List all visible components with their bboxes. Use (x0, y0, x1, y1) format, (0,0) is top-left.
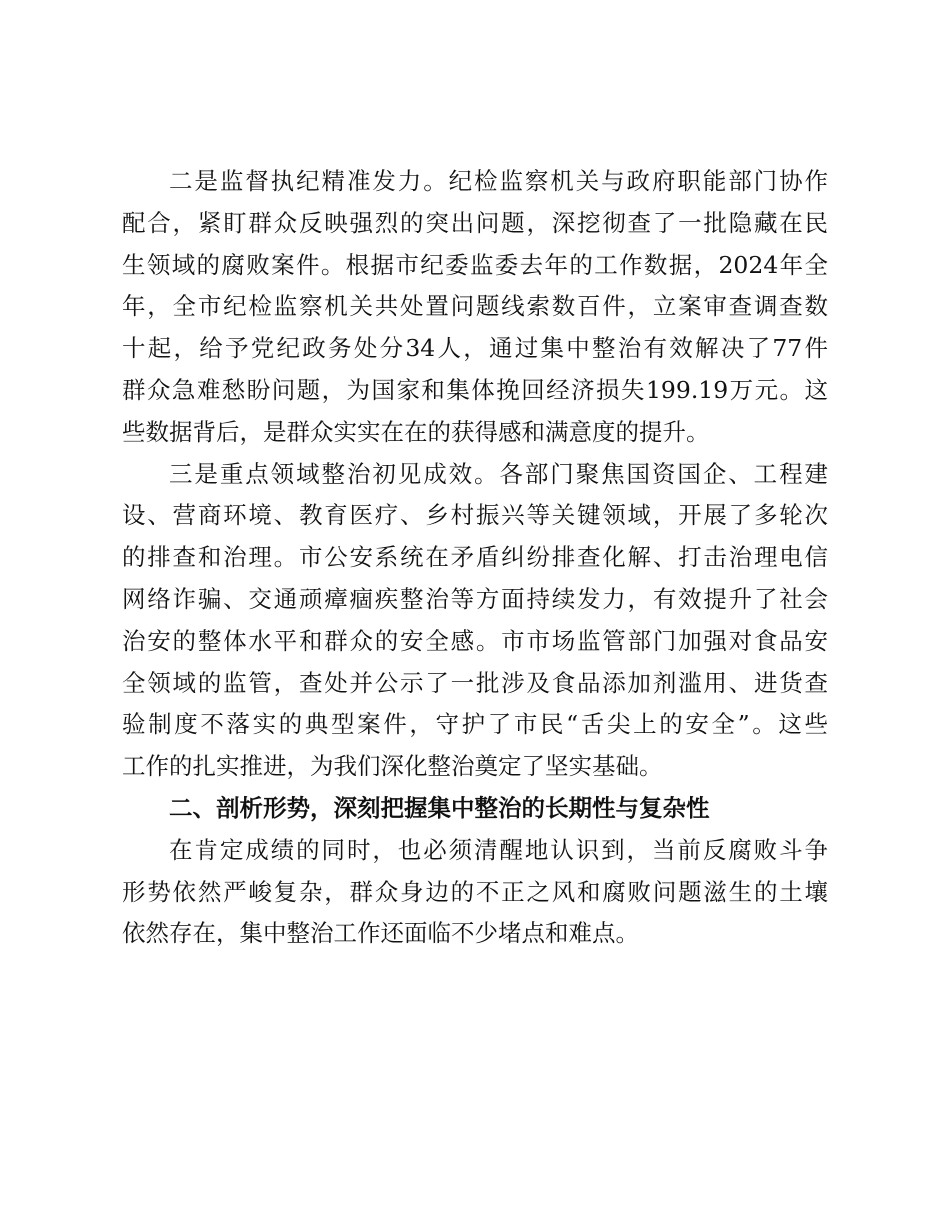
text-line: 网络诈骗、交通顽瘴痼疾整治等方面持续发力，有效提升了社会 (122, 584, 828, 613)
paragraph (122, 830, 828, 955)
text-line: 二、剖析形势，深刻把握集中整治的长期性与复杂性 (169, 793, 710, 822)
text-line: 生领域的腐败案件。根据市纪委监委去年的工作数据，2024年全 (122, 250, 828, 279)
text-line: 形势依然严峻复杂，群众身边的不正之风和腐败问题滋生的土壤 (122, 877, 828, 906)
text-line: 三是重点领域整治初见成效。各部门聚焦国资国企、工程建 (169, 459, 828, 488)
text-line: 群众急难愁盼问题，为国家和集体挽回经济损失199.19万元。这 (122, 375, 828, 404)
text-line: 工作的扎实推进，为我们深化整治奠定了坚实基础。 (122, 752, 663, 781)
text-line: 十起，给予党纪政务处分34人，通过集中整治有效解决了77件 (122, 334, 828, 363)
paragraph (122, 454, 828, 788)
text-line: 验制度不落实的典型案件，守护了市民“舌尖上的安全”。这些 (122, 710, 828, 739)
text-line: 设、营商环境、教育医疗、乡村振兴等关键领域，开展了多轮次 (122, 501, 828, 530)
section-heading (122, 788, 828, 830)
text-line: 年，全市纪检监察机关共处置问题线索数百件，立案审查调查数 (122, 292, 828, 321)
text-line: 些数据背后，是群众实实在在的获得感和满意度的提升。 (122, 417, 710, 446)
text-line: 治安的整体水平和群众的安全感。市市场监管部门加强对食品安 (122, 626, 828, 655)
text-line: 在肯定成绩的同时，也必须清醒地认识到，当前反腐败斗争 (169, 835, 828, 864)
paragraph (122, 161, 828, 454)
text-line: 配合，紧盯群众反映强烈的突出问题，深挖彻查了一批隐藏在民 (122, 208, 828, 237)
text-line: 依然存在，集中整治工作还面临不少堵点和难点。 (122, 919, 639, 948)
text-line: 二是监督执纪精准发力。纪检监察机关与政府职能部门协作 (169, 167, 828, 195)
text-line: 全领域的监管，查处并公示了一批涉及食品添加剂滥用、进货查 (122, 668, 828, 697)
document-page (122, 161, 828, 955)
text-line: 的排查和治理。市公安系统在矛盾纠纷排查化解、打击治理电信 (122, 543, 828, 572)
